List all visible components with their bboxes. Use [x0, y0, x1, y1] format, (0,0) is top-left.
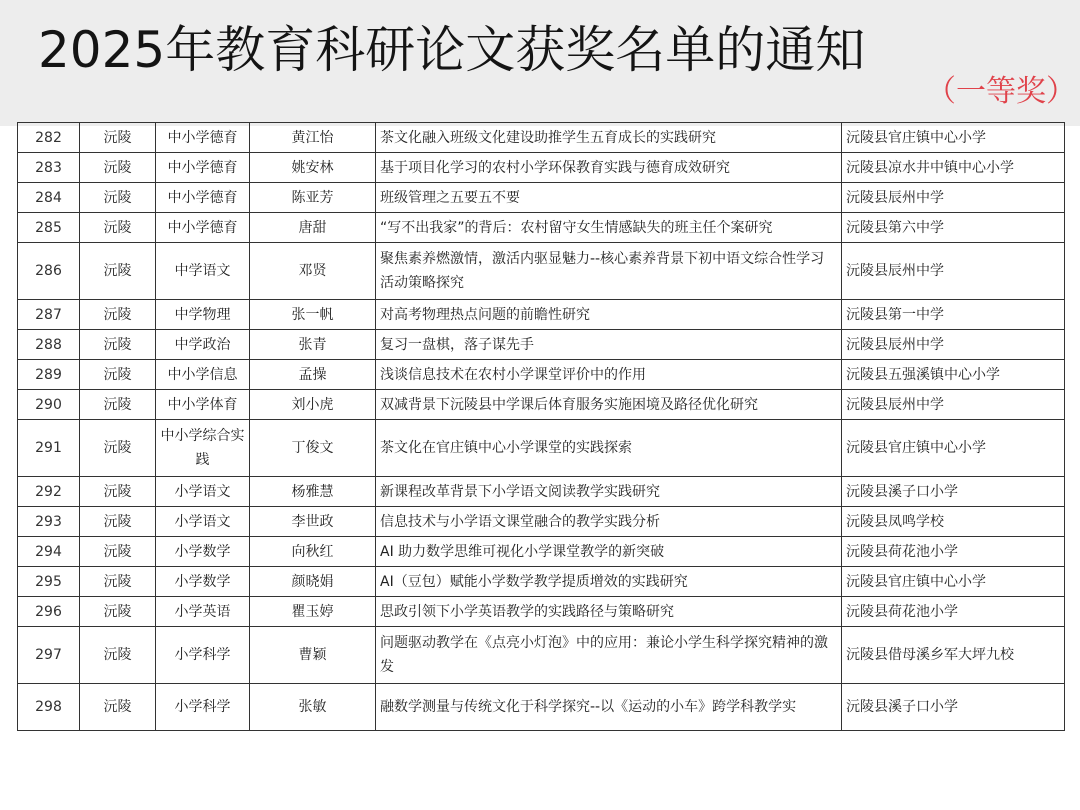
cell-number: 292: [18, 477, 80, 507]
table-row: [18, 183, 1065, 213]
cell-school: 沅陵县五强溪镇中心小学: [842, 360, 1065, 390]
cell-subject: 小学科学: [156, 627, 250, 684]
cell-region: 沅陵: [80, 597, 156, 627]
table-row: [18, 477, 1065, 507]
table-row: [18, 390, 1065, 420]
table-row: [18, 507, 1065, 537]
cell-region: 沅陵: [80, 420, 156, 477]
cell-school: 沅陵县辰州中学: [842, 183, 1065, 213]
cell-author: 曹颖: [250, 627, 376, 684]
cell-number: 296: [18, 597, 80, 627]
cell-school: 沅陵县官庄镇中心小学: [842, 420, 1065, 477]
award-level-label: （一等奖）: [926, 74, 1076, 109]
cell-number: 285: [18, 213, 80, 243]
cell-author: 邓贤: [250, 243, 376, 300]
cell-region: 沅陵: [80, 567, 156, 597]
cell-author: 姚安林: [250, 153, 376, 183]
cell-number: 295: [18, 567, 80, 597]
cell-subject: 中小学德育: [156, 213, 250, 243]
award-list-table: [17, 122, 1065, 731]
cell-paper-title: 班级管理之五要五不要: [376, 183, 842, 213]
cell-number: 290: [18, 390, 80, 420]
cell-subject: 中学语文: [156, 243, 250, 300]
cell-region: 沅陵: [80, 123, 156, 153]
cell-school: 沅陵县荷花池小学: [842, 537, 1065, 567]
cell-region: 沅陵: [80, 183, 156, 213]
cell-number: 298: [18, 684, 80, 731]
cell-school: 沅陵县辰州中学: [842, 330, 1065, 360]
table-row: [18, 684, 1065, 731]
table-row: [18, 330, 1065, 360]
cell-number: 291: [18, 420, 80, 477]
cell-author: 黄江怡: [250, 123, 376, 153]
cell-school: 沅陵县凉水井中镇中心小学: [842, 153, 1065, 183]
cell-subject: 中小学综合实践: [156, 420, 250, 477]
table-row: [18, 597, 1065, 627]
cell-subject: 小学语文: [156, 477, 250, 507]
cell-number: 288: [18, 330, 80, 360]
cell-number: 289: [18, 360, 80, 390]
cell-number: 293: [18, 507, 80, 537]
cell-region: 沅陵: [80, 330, 156, 360]
cell-author: 颜晓娟: [250, 567, 376, 597]
cell-school: 沅陵县第一中学: [842, 300, 1065, 330]
table-row: [18, 153, 1065, 183]
cell-subject: 中小学德育: [156, 123, 250, 153]
cell-paper-title: 聚焦素养燃激情，激活内驱显魅力--核心素养背景下初中语文综合性学习活动策略探究: [376, 243, 842, 300]
cell-author: 瞿玉婷: [250, 597, 376, 627]
cell-paper-title: 茶文化在官庄镇中心小学课堂的实践探索: [376, 420, 842, 477]
cell-region: 沅陵: [80, 360, 156, 390]
table-row: [18, 213, 1065, 243]
cell-region: 沅陵: [80, 390, 156, 420]
table-row: [18, 627, 1065, 684]
cell-region: 沅陵: [80, 153, 156, 183]
cell-subject: 中小学体育: [156, 390, 250, 420]
cell-author: 唐甜: [250, 213, 376, 243]
page-title: 2025年教育科研论文获奖名单的通知: [38, 21, 866, 79]
cell-school: 沅陵县借母溪乡军大坪九校: [842, 627, 1065, 684]
cell-subject: 中学政治: [156, 330, 250, 360]
cell-paper-title: 基于项目化学习的农村小学环保教育实践与德育成效研究: [376, 153, 842, 183]
cell-paper-title: 问题驱动教学在《点亮小灯泡》中的应用：兼论小学生科学探究精神的激发: [376, 627, 842, 684]
cell-number: 297: [18, 627, 80, 684]
cell-subject: 小学数学: [156, 567, 250, 597]
cell-author: 孟操: [250, 360, 376, 390]
cell-school: 沅陵县辰州中学: [842, 390, 1065, 420]
cell-region: 沅陵: [80, 300, 156, 330]
cell-region: 沅陵: [80, 213, 156, 243]
cell-paper-title: 对高考物理热点问题的前瞻性研究: [376, 300, 842, 330]
cell-paper-title: AI 助力数学思维可视化小学课堂教学的新突破: [376, 537, 842, 567]
cell-author: 陈亚芳: [250, 183, 376, 213]
cell-region: 沅陵: [80, 507, 156, 537]
cell-school: 沅陵县第六中学: [842, 213, 1065, 243]
table-row: [18, 567, 1065, 597]
cell-author: 张青: [250, 330, 376, 360]
cell-region: 沅陵: [80, 243, 156, 300]
cell-school: 沅陵县荷花池小学: [842, 597, 1065, 627]
cell-author: 向秋红: [250, 537, 376, 567]
cell-author: 丁俊文: [250, 420, 376, 477]
cell-subject: 中小学德育: [156, 153, 250, 183]
cell-number: 284: [18, 183, 80, 213]
cell-subject: 中小学信息: [156, 360, 250, 390]
cell-school: 沅陵县凤鸣学校: [842, 507, 1065, 537]
cell-subject: 小学数学: [156, 537, 250, 567]
cell-school: 沅陵县官庄镇中心小学: [842, 567, 1065, 597]
cell-author: 张一帆: [250, 300, 376, 330]
cell-region: 沅陵: [80, 627, 156, 684]
cell-paper-title: AI（豆包）赋能小学数学教学提质增效的实践研究: [376, 567, 842, 597]
cell-author: 张敏: [250, 684, 376, 731]
cell-paper-title: 新课程改革背景下小学语文阅读教学实践研究: [376, 477, 842, 507]
cell-subject: 小学英语: [156, 597, 250, 627]
header-banner: [0, 0, 1080, 126]
cell-author: 刘小虎: [250, 390, 376, 420]
cell-number: 282: [18, 123, 80, 153]
cell-paper-title: 茶文化融入班级文化建设助推学生五育成长的实践研究: [376, 123, 842, 153]
cell-region: 沅陵: [80, 684, 156, 731]
cell-paper-title: “写不出我家”的背后：农村留守女生情感缺失的班主任个案研究: [376, 213, 842, 243]
cell-school: 沅陵县官庄镇中心小学: [842, 123, 1065, 153]
cell-paper-title: 双减背景下沅陵县中学课后体育服务实施困境及路径优化研究: [376, 390, 842, 420]
table-row: [18, 420, 1065, 477]
cell-author: 杨雅慧: [250, 477, 376, 507]
cell-subject: 中学物理: [156, 300, 250, 330]
cell-subject: 小学语文: [156, 507, 250, 537]
cell-paper-title: 思政引领下小学英语教学的实践路径与策略研究: [376, 597, 842, 627]
award-list-body: [18, 123, 1065, 731]
table-row: [18, 300, 1065, 330]
cell-number: 286: [18, 243, 80, 300]
cell-paper-title: 浅谈信息技术在农村小学课堂评价中的作用: [376, 360, 842, 390]
cell-region: 沅陵: [80, 477, 156, 507]
cell-school: 沅陵县溪子口小学: [842, 684, 1065, 731]
cell-author: 李世政: [250, 507, 376, 537]
cell-number: 283: [18, 153, 80, 183]
cell-paper-title: 信息技术与小学语文课堂融合的教学实践分析: [376, 507, 842, 537]
cell-subject: 小学科学: [156, 684, 250, 731]
cell-subject: 中小学德育: [156, 183, 250, 213]
cell-school: 沅陵县辰州中学: [842, 243, 1065, 300]
table-row: [18, 360, 1065, 390]
cell-school: 沅陵县溪子口小学: [842, 477, 1065, 507]
table-row: [18, 243, 1065, 300]
cell-number: 294: [18, 537, 80, 567]
table-row: [18, 537, 1065, 567]
cell-number: 287: [18, 300, 80, 330]
cell-region: 沅陵: [80, 537, 156, 567]
cell-paper-title: 融数学测量与传统文化于科学探究--以《运动的小车》跨学科教学实: [376, 684, 842, 731]
table-row: [18, 123, 1065, 153]
cell-paper-title: 复习一盘棋，落子谋先手: [376, 330, 842, 360]
